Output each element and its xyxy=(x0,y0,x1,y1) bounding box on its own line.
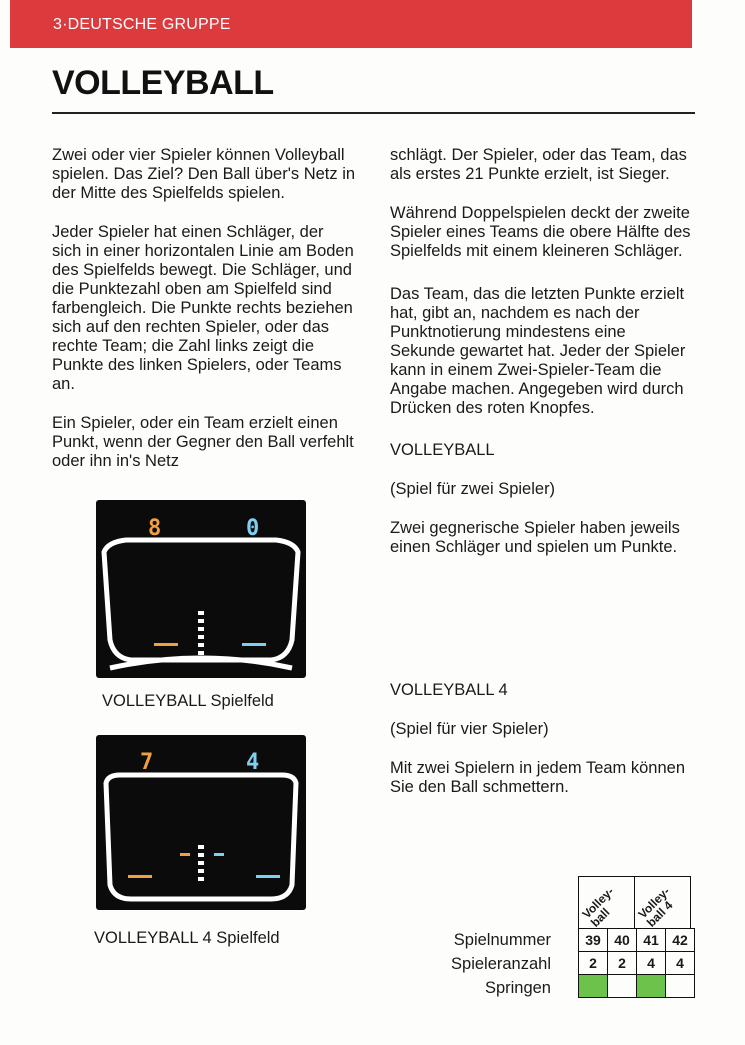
net xyxy=(198,611,204,655)
row-label-game-number: Spielnummer xyxy=(453,931,551,949)
volleyball4-screen-caption: VOLLEYBALL 4 Spielfeld xyxy=(94,929,280,947)
right-column xyxy=(390,146,695,817)
score-right: 4 xyxy=(246,750,260,775)
paddle-right xyxy=(256,875,280,878)
row-label-jump: Springen xyxy=(484,979,551,997)
score-right: 0 xyxy=(246,516,260,541)
court-outline xyxy=(104,540,298,660)
jump-cell xyxy=(665,974,695,998)
doubles-paragraph: Während Doppelspielen deckt der zweite Spieler eines Teams die obere Hälfte des Spielfelds mit einem kleineren Schläger. xyxy=(390,204,691,260)
volleyball-description: Zwei gegnerische Spieler haben jeweils einen Schläger und spielen um Punkte. xyxy=(390,519,680,556)
volleyball-screen-caption: VOLLEYBALL Spielfeld xyxy=(102,692,274,710)
page-title: VOLLEYBALL xyxy=(52,64,274,102)
jump-cell xyxy=(607,974,637,998)
table-row xyxy=(578,974,694,997)
intro-paragraph: Zwei oder vier Spieler können Volleyball spielen. Das Ziel? Den Ball über's Netz in der Mitte des Spielfelds spielen. xyxy=(52,146,356,202)
volleyball-heading: VOLLEYBALL xyxy=(390,441,495,459)
table-row xyxy=(578,951,694,974)
table-cell: 40 xyxy=(607,928,637,952)
serve-paragraph: Das Team, das die letzten Punkte erzielt hat, gibt an, nachdem es nach der Punktnotierung mindestens eine Sekunde gewartet hat. Jeder der Spieler kann in einem Zwei-Spieler-Team die Angabe machen. Angegeben wird durch Drücken des roten Knopfes. xyxy=(390,285,686,417)
left-column xyxy=(52,146,357,491)
paddles-paragraph: Jeder Spieler hat einen Schläger, der sich in einer horizontalen Linie am Boden des Spielfelds bewegt. Die Schläger, und die Punktezahl oben am Spielfeld sind farbengleich. Die Punkte rechts beziehen sich auf den rechten Spieler, oder das rechte Team; die Zahl links zeigt die Punkte des linken Spielers, oder Teams an. xyxy=(52,223,354,393)
column-header-volleyball: Volley- ball xyxy=(578,876,635,928)
table-cell: 4 xyxy=(665,951,695,975)
table-cell: 39 xyxy=(578,928,608,952)
scoring-paragraph: Ein Spieler, oder ein Team erzielt einen Punkt, wenn der Gegner den Ball verfehlt oder ihn in's Netz xyxy=(52,414,354,470)
volleyball4-screen xyxy=(96,735,306,910)
jump-cell xyxy=(578,974,608,998)
table-cell: 41 xyxy=(636,928,666,952)
volleyball-subheading: (Spiel für zwei Spieler) xyxy=(390,480,556,498)
volleyball4-heading: VOLLEYBALL 4 xyxy=(390,681,508,699)
title-divider xyxy=(52,112,695,114)
table-row xyxy=(578,928,694,951)
volleyball4-description: Mit zwei Spielern in jedem Team können Sie den Ball schmettern. xyxy=(390,759,686,796)
volleyball4-subheading: (Spiel für vier Spieler) xyxy=(390,720,549,738)
volleyball-screen xyxy=(96,500,306,678)
winner-paragraph: schlägt. Der Spieler, oder das Team, das als erstes 21 Punkte erzielt, ist Sieger. xyxy=(390,146,687,183)
score-left: 7 xyxy=(140,750,154,775)
small-paddle-left xyxy=(180,853,190,856)
table-cell: 4 xyxy=(636,951,666,975)
row-label-player-count: Spieleranzahl xyxy=(451,955,551,973)
table-cell: 2 xyxy=(607,951,637,975)
paddle-right xyxy=(242,643,266,646)
small-paddle-right xyxy=(214,853,224,856)
score-left: 8 xyxy=(148,516,162,541)
paddle-left xyxy=(128,875,152,878)
section-label: 3·DEUTSCHE GRUPPE xyxy=(53,16,231,33)
net xyxy=(198,845,204,881)
volleyball4-section xyxy=(390,681,695,797)
table-cell: 42 xyxy=(665,928,695,952)
table-cell: 2 xyxy=(578,951,608,975)
column-header-volleyball4: Volley- ball 4 xyxy=(634,876,691,928)
paddle-left xyxy=(154,643,178,646)
volleyball-section xyxy=(390,441,695,557)
jump-cell xyxy=(636,974,666,998)
